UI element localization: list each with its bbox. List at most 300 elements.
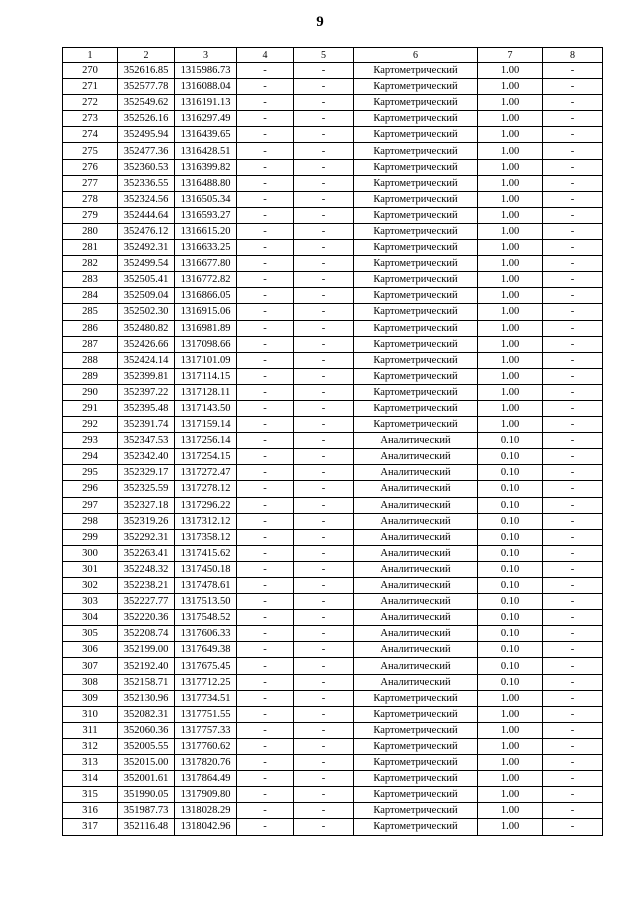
table-cell: 352502.30 xyxy=(118,304,175,320)
table-cell: 298 xyxy=(63,513,118,529)
table-cell: Картометрический xyxy=(354,159,478,175)
table-cell: Картометрический xyxy=(354,175,478,191)
table-cell: 282 xyxy=(63,256,118,272)
table-cell: - xyxy=(543,320,603,336)
table-cell: 352444.64 xyxy=(118,207,175,223)
table-row xyxy=(63,578,603,594)
table-cell: 286 xyxy=(63,320,118,336)
table-cell: - xyxy=(237,706,294,722)
table-cell: - xyxy=(237,240,294,256)
table-cell: 352526.16 xyxy=(118,111,175,127)
table-cell: - xyxy=(237,256,294,272)
table-cell: Картометрический xyxy=(354,256,478,272)
table-cell: 0.10 xyxy=(478,449,543,465)
table-cell: - xyxy=(237,771,294,787)
table-row xyxy=(63,207,603,223)
table-row xyxy=(63,642,603,658)
table-cell: 352476.12 xyxy=(118,223,175,239)
table-cell: 1316297.49 xyxy=(175,111,237,127)
table-cell: - xyxy=(294,513,354,529)
table-cell: - xyxy=(237,481,294,497)
table-row xyxy=(63,819,603,835)
table-cell: Аналитический xyxy=(354,626,478,642)
coordinates-table xyxy=(62,47,603,836)
table-cell: - xyxy=(543,159,603,175)
table-cell: 352325.59 xyxy=(118,481,175,497)
table-cell: 274 xyxy=(63,127,118,143)
table-cell: - xyxy=(294,272,354,288)
table-row xyxy=(63,159,603,175)
table-cell: 311 xyxy=(63,722,118,738)
table-cell: 305 xyxy=(63,626,118,642)
table-cell: - xyxy=(237,272,294,288)
table-cell: 275 xyxy=(63,143,118,159)
table-row xyxy=(63,384,603,400)
table-cell: 296 xyxy=(63,481,118,497)
table-cell: 294 xyxy=(63,449,118,465)
table-cell: - xyxy=(543,706,603,722)
table-cell: - xyxy=(543,803,603,819)
table-cell: 352082.31 xyxy=(118,706,175,722)
table-cell: Картометрический xyxy=(354,240,478,256)
table-cell: - xyxy=(237,594,294,610)
table-row xyxy=(63,175,603,191)
table-cell: Картометрический xyxy=(354,191,478,207)
table-cell: 352395.48 xyxy=(118,400,175,416)
table-row xyxy=(63,256,603,272)
table-cell: Картометрический xyxy=(354,819,478,835)
table-cell: - xyxy=(543,578,603,594)
table-cell: 1316772.82 xyxy=(175,272,237,288)
table-cell: - xyxy=(237,626,294,642)
table-row xyxy=(63,79,603,95)
table-cell: 352263.41 xyxy=(118,545,175,561)
table-cell: - xyxy=(543,256,603,272)
table-cell: 1317751.55 xyxy=(175,706,237,722)
table-cell: 1316866.05 xyxy=(175,288,237,304)
table-cell: 1317757.33 xyxy=(175,722,237,738)
table-cell: 352060.36 xyxy=(118,722,175,738)
table-cell: - xyxy=(237,674,294,690)
table-row xyxy=(63,95,603,111)
table-cell: 1316428.51 xyxy=(175,143,237,159)
table-cell: - xyxy=(294,578,354,594)
table-cell: - xyxy=(543,433,603,449)
table-cell: - xyxy=(294,642,354,658)
table-row xyxy=(63,433,603,449)
table-cell: - xyxy=(294,738,354,754)
table-row xyxy=(63,143,603,159)
table-cell: - xyxy=(294,529,354,545)
table-cell: - xyxy=(294,674,354,690)
table-cell: 1317864.49 xyxy=(175,771,237,787)
table-cell: Картометрический xyxy=(354,336,478,352)
table-row xyxy=(63,497,603,513)
table-cell: - xyxy=(294,610,354,626)
table-cell: - xyxy=(294,433,354,449)
table-cell: - xyxy=(294,143,354,159)
table-row xyxy=(63,610,603,626)
table-cell: - xyxy=(543,400,603,416)
table-cell: - xyxy=(543,111,603,127)
table-row xyxy=(63,545,603,561)
table-row xyxy=(63,561,603,577)
table-cell: 1317128.11 xyxy=(175,384,237,400)
table-cell: 1.00 xyxy=(478,256,543,272)
table-cell: 1318028.29 xyxy=(175,803,237,819)
table-cell: Аналитический xyxy=(354,497,478,513)
table-cell: 288 xyxy=(63,352,118,368)
table-row xyxy=(63,191,603,207)
table-cell: 352505.41 xyxy=(118,272,175,288)
table-cell: 352391.74 xyxy=(118,417,175,433)
table-cell: 304 xyxy=(63,610,118,626)
table-cell: 352116.48 xyxy=(118,819,175,835)
table-cell: 1316439.65 xyxy=(175,127,237,143)
table-cell: - xyxy=(543,722,603,738)
table-cell: - xyxy=(294,79,354,95)
table-cell: 352292.31 xyxy=(118,529,175,545)
table-cell: Картометрический xyxy=(354,690,478,706)
table-cell: 352319.26 xyxy=(118,513,175,529)
table-cell: Картометрический xyxy=(354,352,478,368)
table-cell: 1.00 xyxy=(478,352,543,368)
table-cell: Картометрический xyxy=(354,304,478,320)
table-cell: - xyxy=(237,561,294,577)
table-row xyxy=(63,223,603,239)
table-cell: 1317159.14 xyxy=(175,417,237,433)
table-cell: 271 xyxy=(63,79,118,95)
table-cell: - xyxy=(294,320,354,336)
table-cell: - xyxy=(237,79,294,95)
table-cell: 1317760.62 xyxy=(175,738,237,754)
table-row xyxy=(63,400,603,416)
table-cell: 1317649.38 xyxy=(175,642,237,658)
table-cell: 1316915.06 xyxy=(175,304,237,320)
table-cell: Аналитический xyxy=(354,658,478,674)
table-cell: 273 xyxy=(63,111,118,127)
table-row xyxy=(63,803,603,819)
table-row xyxy=(63,111,603,127)
table-cell: - xyxy=(294,787,354,803)
table-cell: - xyxy=(237,304,294,320)
table-row xyxy=(63,288,603,304)
table-cell: - xyxy=(294,755,354,771)
table-cell: - xyxy=(237,465,294,481)
table-row xyxy=(63,529,603,545)
table-cell: - xyxy=(543,143,603,159)
table-cell: 1317450.18 xyxy=(175,561,237,577)
table-cell: 0.10 xyxy=(478,610,543,626)
table-cell: 1316633.25 xyxy=(175,240,237,256)
table-cell: 352001.61 xyxy=(118,771,175,787)
table-cell: Аналитический xyxy=(354,610,478,626)
table-cell: 352324.56 xyxy=(118,191,175,207)
table-row xyxy=(63,63,603,79)
table-cell: - xyxy=(294,626,354,642)
table-row xyxy=(63,417,603,433)
table-cell: Картометрический xyxy=(354,207,478,223)
table-cell: - xyxy=(543,545,603,561)
table-cell: 352499.54 xyxy=(118,256,175,272)
table-cell: 316 xyxy=(63,803,118,819)
table-cell: 352495.94 xyxy=(118,127,175,143)
table-cell: 1317606.33 xyxy=(175,626,237,642)
table-cell: 301 xyxy=(63,561,118,577)
table-cell: Картометрический xyxy=(354,738,478,754)
table-cell: 1317712.25 xyxy=(175,674,237,690)
table-cell: Картометрический xyxy=(354,63,478,79)
table-cell: - xyxy=(237,143,294,159)
table-row xyxy=(63,706,603,722)
table-row xyxy=(63,738,603,754)
table-cell: - xyxy=(294,352,354,368)
page-number: 9 xyxy=(316,14,324,30)
table-cell: 1.00 xyxy=(478,288,543,304)
table-cell: Аналитический xyxy=(354,465,478,481)
table-cell: - xyxy=(237,787,294,803)
table-cell: - xyxy=(294,223,354,239)
table-cell: 1316593.27 xyxy=(175,207,237,223)
table-cell: Картометрический xyxy=(354,368,478,384)
table-cell: - xyxy=(294,384,354,400)
table-cell: - xyxy=(237,722,294,738)
table-cell: - xyxy=(294,191,354,207)
table-cell: - xyxy=(294,465,354,481)
table-cell: 1.00 xyxy=(478,400,543,416)
table-cell: 1317143.50 xyxy=(175,400,237,416)
table-cell: - xyxy=(237,755,294,771)
table-cell: Аналитический xyxy=(354,481,478,497)
table-cell: 283 xyxy=(63,272,118,288)
column-header: 1 xyxy=(63,48,118,63)
table-cell: - xyxy=(237,803,294,819)
table-cell: Аналитический xyxy=(354,545,478,561)
table-cell: 284 xyxy=(63,288,118,304)
table-cell: 306 xyxy=(63,642,118,658)
table-cell: - xyxy=(237,497,294,513)
table-cell: - xyxy=(543,449,603,465)
table-cell: 1.00 xyxy=(478,690,543,706)
column-header: 3 xyxy=(175,48,237,63)
table-cell: 1317272.47 xyxy=(175,465,237,481)
table-cell: 1316981.89 xyxy=(175,320,237,336)
table-cell: Аналитический xyxy=(354,433,478,449)
table-cell: - xyxy=(294,497,354,513)
table-cell: - xyxy=(543,497,603,513)
table-cell: 0.10 xyxy=(478,642,543,658)
table-cell: - xyxy=(294,127,354,143)
table-cell: - xyxy=(237,288,294,304)
table-cell: 352199.00 xyxy=(118,642,175,658)
table-cell: - xyxy=(237,127,294,143)
table-cell: 309 xyxy=(63,690,118,706)
table-cell: 1317820.76 xyxy=(175,755,237,771)
table-cell: 0.10 xyxy=(478,497,543,513)
table-cell: 0.10 xyxy=(478,433,543,449)
table-cell: - xyxy=(294,819,354,835)
table-cell: 317 xyxy=(63,819,118,835)
table-cell: - xyxy=(543,352,603,368)
table-cell: 1.00 xyxy=(478,95,543,111)
table-cell: - xyxy=(237,320,294,336)
table-cell: 0.10 xyxy=(478,513,543,529)
table-cell: 352192.40 xyxy=(118,658,175,674)
table-row xyxy=(63,352,603,368)
table-cell: 352220.36 xyxy=(118,610,175,626)
table-cell: - xyxy=(543,642,603,658)
table-cell: 278 xyxy=(63,191,118,207)
table-cell: - xyxy=(543,207,603,223)
table-cell: 352227.77 xyxy=(118,594,175,610)
table-cell: - xyxy=(294,400,354,416)
table-cell: - xyxy=(543,95,603,111)
table-cell: 1317114.15 xyxy=(175,368,237,384)
column-header: 5 xyxy=(294,48,354,63)
table-cell: - xyxy=(543,690,603,706)
table-cell: - xyxy=(237,400,294,416)
table-cell: - xyxy=(237,610,294,626)
table-cell: 313 xyxy=(63,755,118,771)
table-cell: - xyxy=(543,272,603,288)
table-cell: 1.00 xyxy=(478,79,543,95)
table-row xyxy=(63,658,603,674)
table-cell: 293 xyxy=(63,433,118,449)
table-cell: - xyxy=(543,304,603,320)
table-cell: - xyxy=(294,207,354,223)
table-cell: Картометрический xyxy=(354,787,478,803)
table-cell: 352342.40 xyxy=(118,449,175,465)
table-cell: - xyxy=(543,561,603,577)
table-cell: - xyxy=(543,755,603,771)
table-cell: 1317254.15 xyxy=(175,449,237,465)
table-row xyxy=(63,787,603,803)
table-cell: 352492.31 xyxy=(118,240,175,256)
table-cell: 308 xyxy=(63,674,118,690)
table-cell: 1317478.61 xyxy=(175,578,237,594)
table-cell: Аналитический xyxy=(354,513,478,529)
table-cell: 352208.74 xyxy=(118,626,175,642)
table-cell: - xyxy=(294,336,354,352)
table-cell: 352426.66 xyxy=(118,336,175,352)
table-cell: 1316488.80 xyxy=(175,175,237,191)
table-cell: - xyxy=(543,63,603,79)
table-cell: - xyxy=(294,545,354,561)
table-cell: - xyxy=(543,513,603,529)
table-cell: 1317675.45 xyxy=(175,658,237,674)
table-cell: 352327.18 xyxy=(118,497,175,513)
table-cell: 1317256.14 xyxy=(175,433,237,449)
table-cell: - xyxy=(237,578,294,594)
table-cell: 295 xyxy=(63,465,118,481)
table-cell: 352248.32 xyxy=(118,561,175,577)
table-cell: 0.10 xyxy=(478,626,543,642)
table-cell: 352480.82 xyxy=(118,320,175,336)
table-cell: 285 xyxy=(63,304,118,320)
table-row xyxy=(63,755,603,771)
table-cell: 1.00 xyxy=(478,240,543,256)
table-cell: 1.00 xyxy=(478,771,543,787)
table-cell: 297 xyxy=(63,497,118,513)
table-cell: 307 xyxy=(63,658,118,674)
table-cell: - xyxy=(294,417,354,433)
table-cell: 299 xyxy=(63,529,118,545)
table-row xyxy=(63,465,603,481)
table-cell: 302 xyxy=(63,578,118,594)
table-cell: Картометрический xyxy=(354,288,478,304)
table-cell: - xyxy=(543,465,603,481)
table-cell: Аналитический xyxy=(354,449,478,465)
table-cell: 351987.73 xyxy=(118,803,175,819)
table-cell: - xyxy=(294,159,354,175)
table-cell: - xyxy=(237,529,294,545)
table-cell: 1317358.12 xyxy=(175,529,237,545)
table-cell: - xyxy=(294,481,354,497)
table-cell: 0.10 xyxy=(478,594,543,610)
table-cell: - xyxy=(237,658,294,674)
table-cell: Аналитический xyxy=(354,578,478,594)
table-cell: Картометрический xyxy=(354,111,478,127)
table-row xyxy=(63,368,603,384)
table-row xyxy=(63,481,603,497)
table-cell: 0.10 xyxy=(478,674,543,690)
table-cell: 352616.85 xyxy=(118,63,175,79)
table-cell: - xyxy=(237,819,294,835)
table-cell: - xyxy=(543,658,603,674)
table-cell: 1317548.52 xyxy=(175,610,237,626)
table-cell: 352238.21 xyxy=(118,578,175,594)
table-cell: - xyxy=(543,481,603,497)
table-row xyxy=(63,320,603,336)
table-cell: - xyxy=(543,79,603,95)
table-cell: - xyxy=(294,658,354,674)
table-cell: 314 xyxy=(63,771,118,787)
table-cell: 1.00 xyxy=(478,320,543,336)
table-cell: 1.00 xyxy=(478,384,543,400)
table-cell: 1317513.50 xyxy=(175,594,237,610)
table-cell: - xyxy=(237,642,294,658)
table-cell: - xyxy=(294,175,354,191)
column-header: 6 xyxy=(354,48,478,63)
table-cell: Аналитический xyxy=(354,674,478,690)
table-cell: 1.00 xyxy=(478,143,543,159)
table-cell: - xyxy=(237,384,294,400)
table-cell: 1316088.04 xyxy=(175,79,237,95)
table-row xyxy=(63,674,603,690)
table-cell: 312 xyxy=(63,738,118,754)
table-cell: - xyxy=(294,561,354,577)
table-cell: - xyxy=(543,368,603,384)
table-row xyxy=(63,594,603,610)
table-row xyxy=(63,690,603,706)
table-cell: - xyxy=(294,771,354,787)
table-cell: - xyxy=(237,111,294,127)
table-cell: - xyxy=(237,175,294,191)
table-cell: 1.00 xyxy=(478,111,543,127)
table-cell: 290 xyxy=(63,384,118,400)
table-cell: Картометрический xyxy=(354,95,478,111)
table-row xyxy=(63,304,603,320)
table-cell: 1316615.20 xyxy=(175,223,237,239)
table-cell: 1317312.12 xyxy=(175,513,237,529)
table-cell: - xyxy=(543,223,603,239)
table-cell: 1.00 xyxy=(478,336,543,352)
table-cell: 352347.53 xyxy=(118,433,175,449)
table-cell: - xyxy=(294,95,354,111)
table-cell: 292 xyxy=(63,417,118,433)
table-cell: Картометрический xyxy=(354,79,478,95)
table-cell: 352424.14 xyxy=(118,352,175,368)
